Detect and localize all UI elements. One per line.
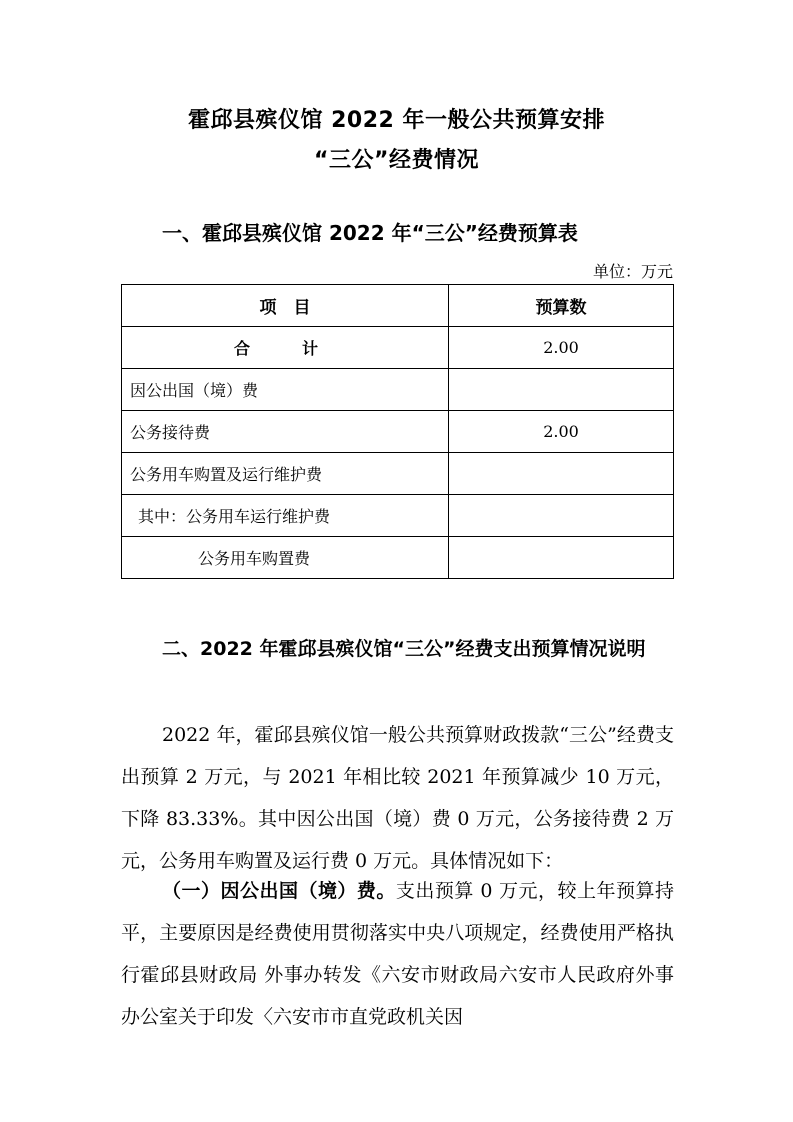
- row-label: 公务用车购置费: [122, 537, 449, 579]
- header-budget: 预算数: [449, 285, 674, 327]
- unit-label: 单位：万元: [592, 262, 673, 281]
- row-value: 2.00: [449, 411, 674, 453]
- table-row: [122, 369, 674, 411]
- budget-table: [121, 284, 674, 579]
- total-value: 2.00: [449, 327, 674, 369]
- section1-heading: 一、霍邱县殡仪馆 2022 年“三公”经费预算表: [162, 221, 578, 245]
- table-header-row: [122, 285, 674, 327]
- row-value: [449, 537, 674, 579]
- row-label: 公务接待费: [122, 411, 449, 453]
- header-item: 项 目: [122, 285, 449, 327]
- table-row: [122, 495, 674, 537]
- table-row-total: [122, 327, 674, 369]
- row-value: [449, 495, 674, 537]
- row-label: 其中：公务用车运行维护费: [122, 495, 449, 537]
- paragraph-2-body: 支出预算 0 万元，较上年预算持平，主要原因是经费使用贯彻落实中央八项规定，经费使用严格执行霍邱县财政局 外事办转发《六安市财政局六安市人民政府外事办公室关于印发〈六安市市直党政机关因: [121, 880, 674, 1028]
- document-title-line1: 霍邱县殡仪馆 2022 年一般公共预算安排: [187, 108, 606, 133]
- paragraph-2-lead: （一）因公出国（境）费。: [162, 880, 396, 902]
- row-label: 因公出国（境）费: [122, 369, 449, 411]
- table-row: [122, 453, 674, 495]
- paragraph-2: [121, 870, 674, 1038]
- paragraph-1: 2022 年，霍邱县殡仪馆一般公共预算财政拨款“三公”经费支出预算 2 万元，与 2021 年相比较 2021 年预算减少 10 万元，下降 83.33%。其中因公出国（境）费 0 万元，公务接待费 2 万元，公务用车购置及运行费 0 万元。具体情况如下：: [121, 724, 674, 872]
- document-title-line2: “三公”经费情况: [314, 148, 479, 173]
- row-value: [449, 453, 674, 495]
- section2-heading: 二、2022 年霍邱县殡仪馆“三公”经费支出预算情况说明: [162, 638, 646, 660]
- row-value: [449, 369, 674, 411]
- total-label: 合 计: [122, 327, 449, 369]
- table-row: [122, 537, 674, 579]
- table-row: [122, 411, 674, 453]
- row-label: 公务用车购置及运行维护费: [122, 453, 449, 495]
